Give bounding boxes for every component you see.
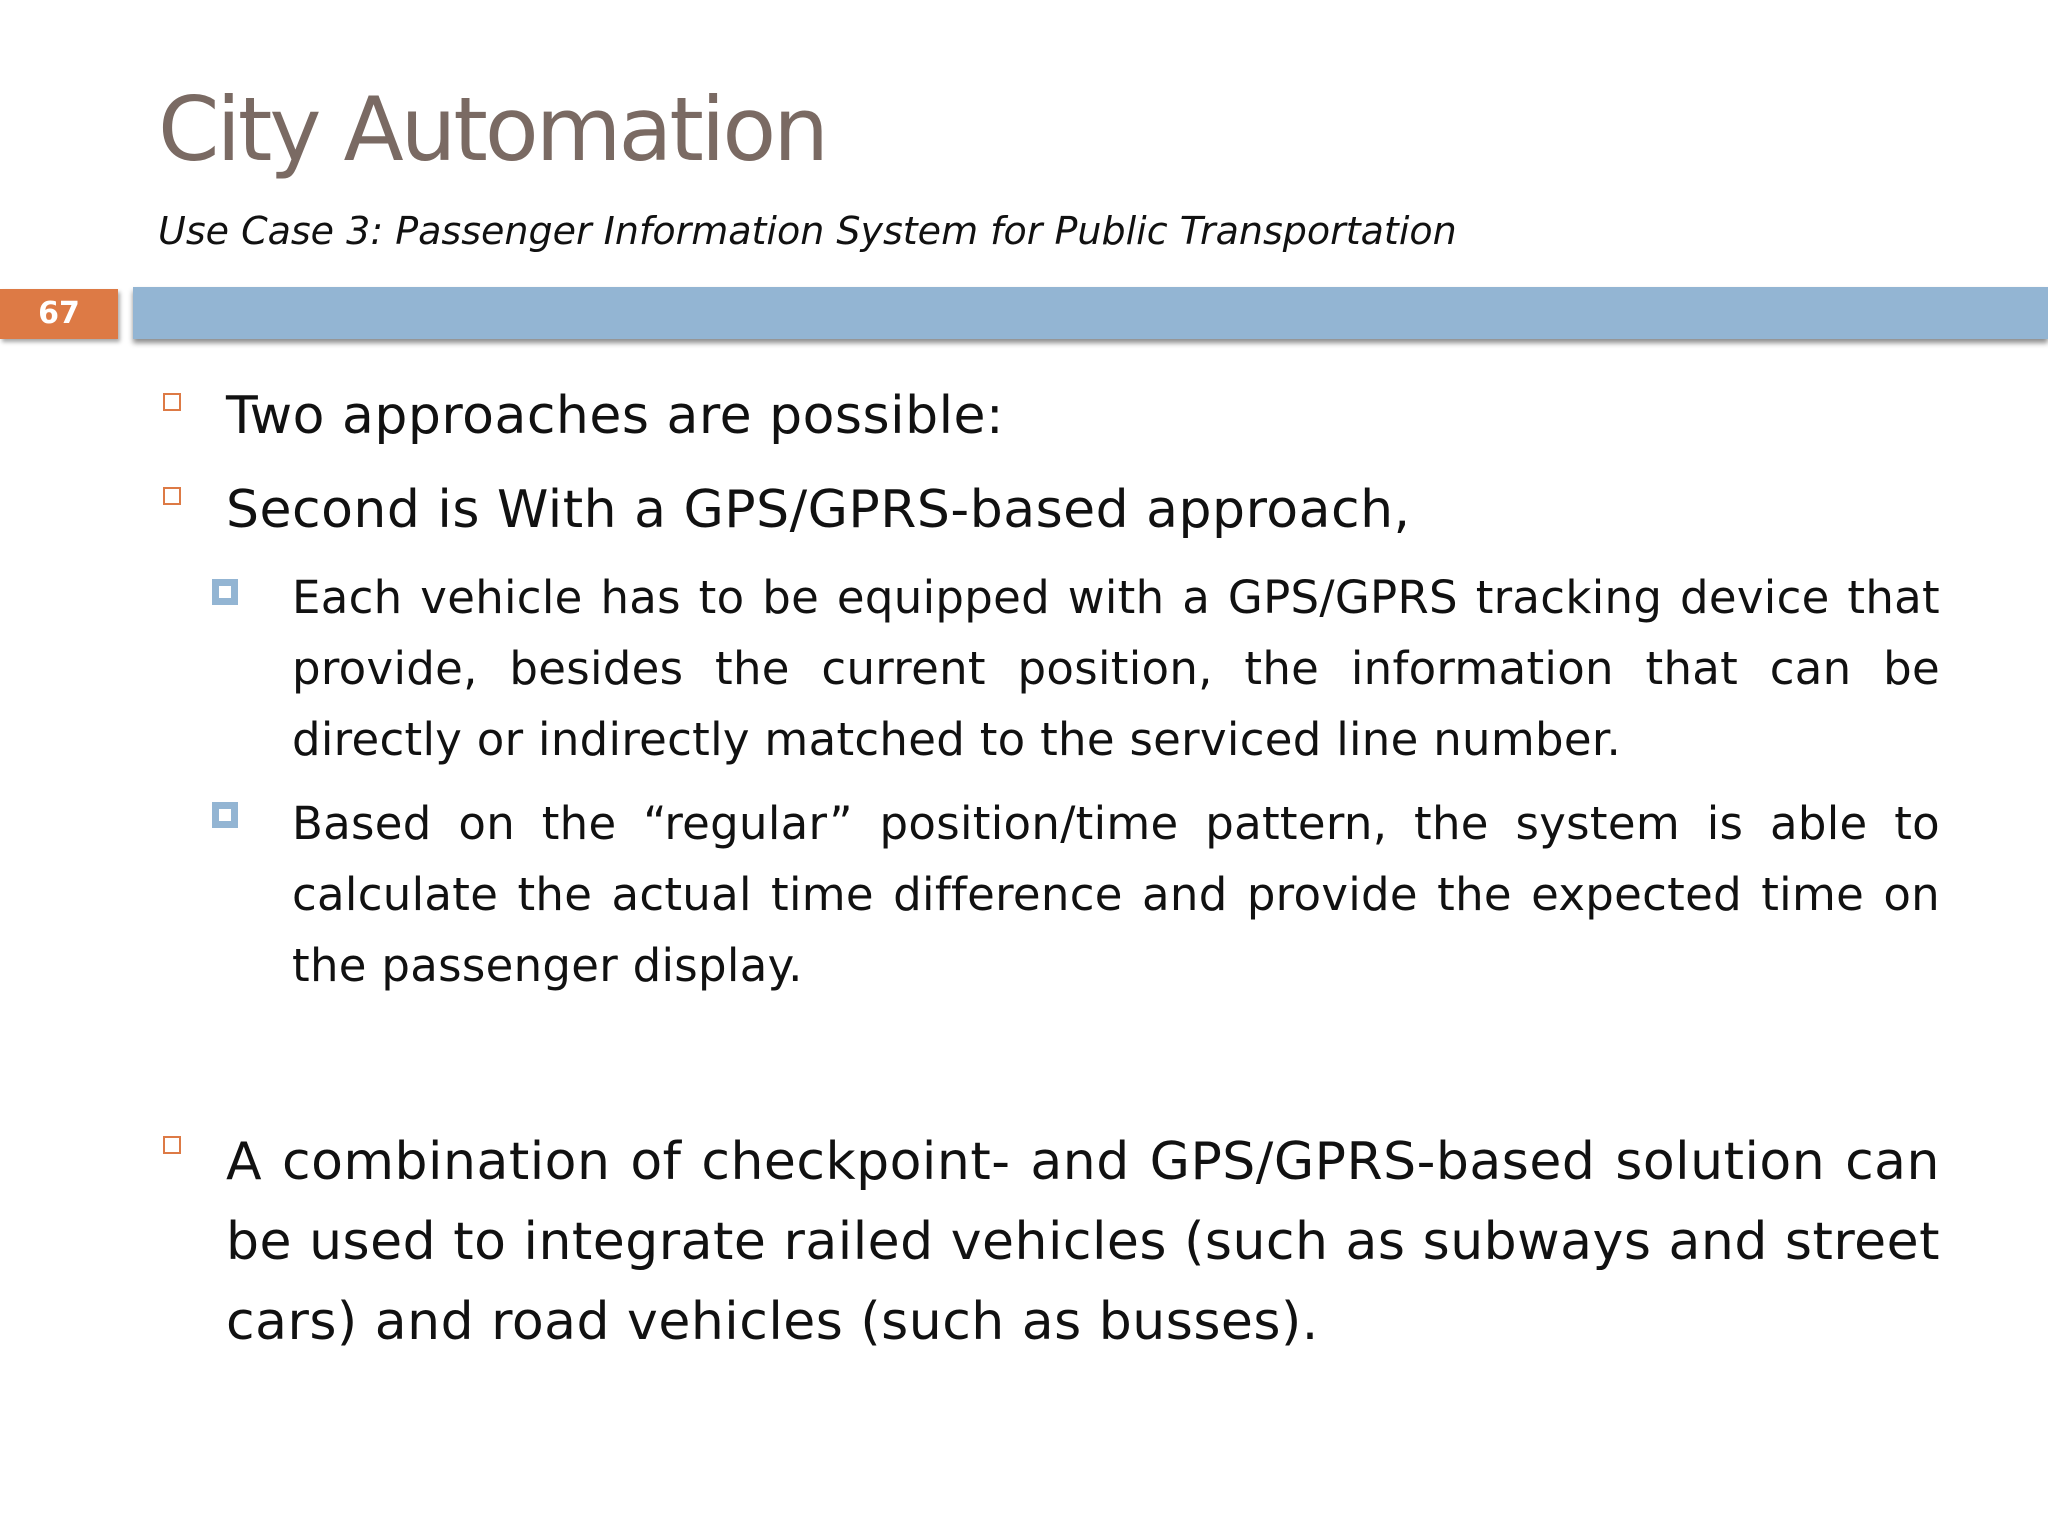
sub-bullet-time-pattern: Based on the “regular” position/time pattern, the system is able to calculate the actual time difference and provide the expected time on the passenger display. xyxy=(292,797,1940,992)
slide-subtitle: Use Case 3: Passenger Information System for Public Transportation xyxy=(158,209,1457,253)
hollow-square-icon xyxy=(163,1136,181,1154)
slide-title: City Automation xyxy=(158,78,826,181)
slide-number-badge: 67 xyxy=(0,289,118,339)
bullet-combination-solution: A combination of checkpoint- and GPS/GPRS-based solution can be used to integrate railed vehicles (such as subways and street cars) and road vehicles (such as busses). xyxy=(226,1132,1940,1352)
hollow-square-icon xyxy=(163,393,181,411)
bullet-two-approaches: Two approaches are possible: xyxy=(226,386,1005,446)
filled-square-icon xyxy=(212,802,238,828)
hollow-square-icon xyxy=(163,487,181,505)
bullet-gps-approach: Second is With a GPS/GPRS-based approach, xyxy=(226,480,1411,540)
filled-square-icon xyxy=(212,579,238,605)
sub-bullet-tracking-device: Each vehicle has to be equipped with a GPS/GPRS tracking device that provide, besides the current position, the information that can be directly or indirectly matched to the serviced line number. xyxy=(292,571,1940,766)
